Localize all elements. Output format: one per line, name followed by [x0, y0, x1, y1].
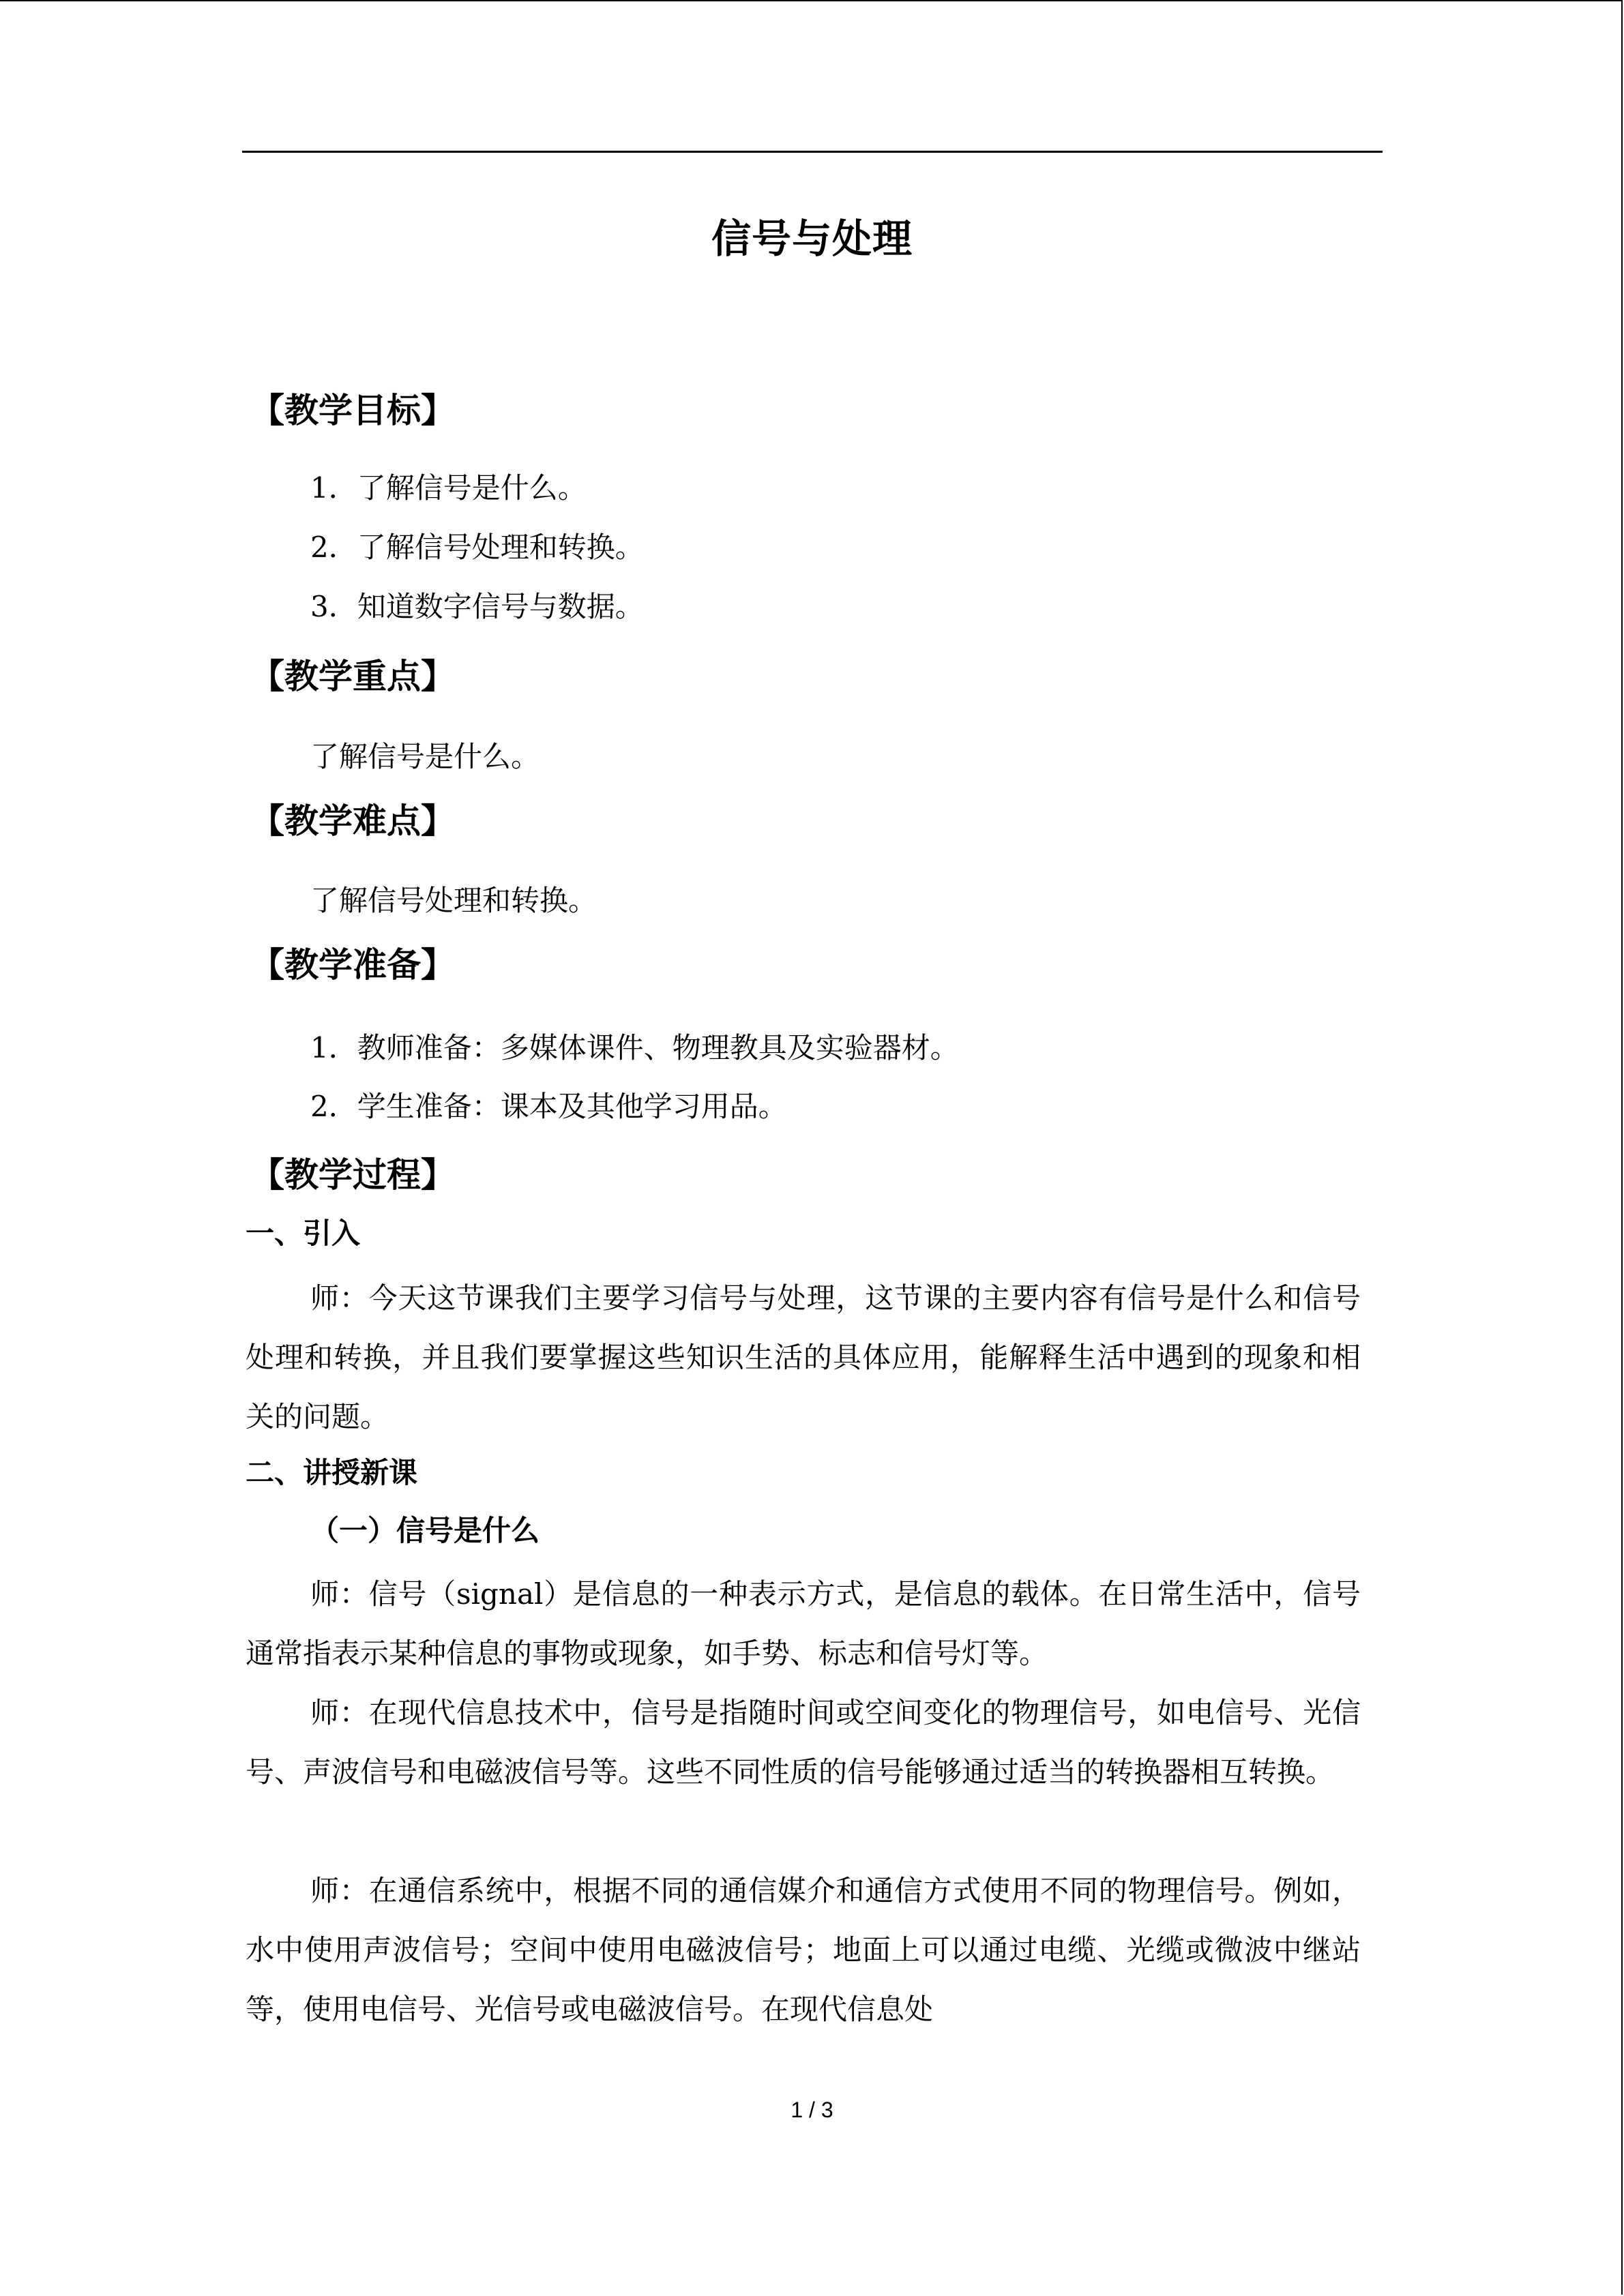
- key-points-heading: 【教学重点】: [250, 657, 455, 696]
- signal-paragraph-2: 师：在现代信息技术中，信号是指随时间或空间变化的物理信号，如电信号、光信号、声波信号和电磁波信号等。这些不同性质的信号能够通过适当的转换器相互转换。: [246, 1696, 1361, 1789]
- new-lesson-heading: 二、讲授新课: [246, 1456, 418, 1489]
- objective-item-1: 1．了解信号是什么。: [310, 471, 587, 505]
- header-rule: [242, 151, 1383, 153]
- preparation-heading: 【教学准备】: [250, 945, 455, 985]
- preparation-item-1: 1．教师准备：多媒体课件、物理教具及实验器材。: [310, 1031, 959, 1064]
- objective-item-2: 2．了解信号处理和转换。: [310, 531, 644, 564]
- signal-definition-heading: （一）信号是什么: [310, 1514, 540, 1547]
- page-number: 1 / 3: [791, 2098, 833, 2122]
- process-heading: 【教学过程】: [250, 1155, 455, 1195]
- intro-paragraph: 师：今天这节课我们主要学习信号与处理，这节课的主要内容有信号是什么和信号处理和转换，并且我们要掌握这些知识生活的具体应用，能解释生活中遇到的现象和相关的问题。: [246, 1281, 1361, 1433]
- objectives-heading: 【教学目标】: [250, 391, 455, 430]
- preparation-item-2: 2．学生准备：课本及其他学习用品。: [310, 1090, 787, 1123]
- difficulties-heading: 【教学难点】: [250, 801, 455, 841]
- document-title: 信号与处理: [711, 215, 913, 262]
- key-points-text: 了解信号是什么。: [310, 740, 540, 773]
- signal-paragraph-3: 师：在通信系统中，根据不同的通信媒介和通信方式使用不同的物理信号。例如，水中使用声波信号；空间中使用电磁波信号；地面上可以通过电缆、光缆或微波中继站等，使用电信号、光信号或电磁波信号。在现代信息处: [246, 1874, 1361, 2026]
- signal-paragraph-1: 师：信号（signal）是信息的一种表示方式，是信息的载体。在日常生活中，信号通常指表示某种信息的事物或现象，如手势、标志和信号灯等。: [246, 1577, 1361, 1670]
- objective-item-3: 3．知道数字信号与数据。: [310, 590, 644, 623]
- difficulties-text: 了解信号处理和转换。: [310, 884, 597, 917]
- intro-heading: 一、引入: [246, 1217, 361, 1250]
